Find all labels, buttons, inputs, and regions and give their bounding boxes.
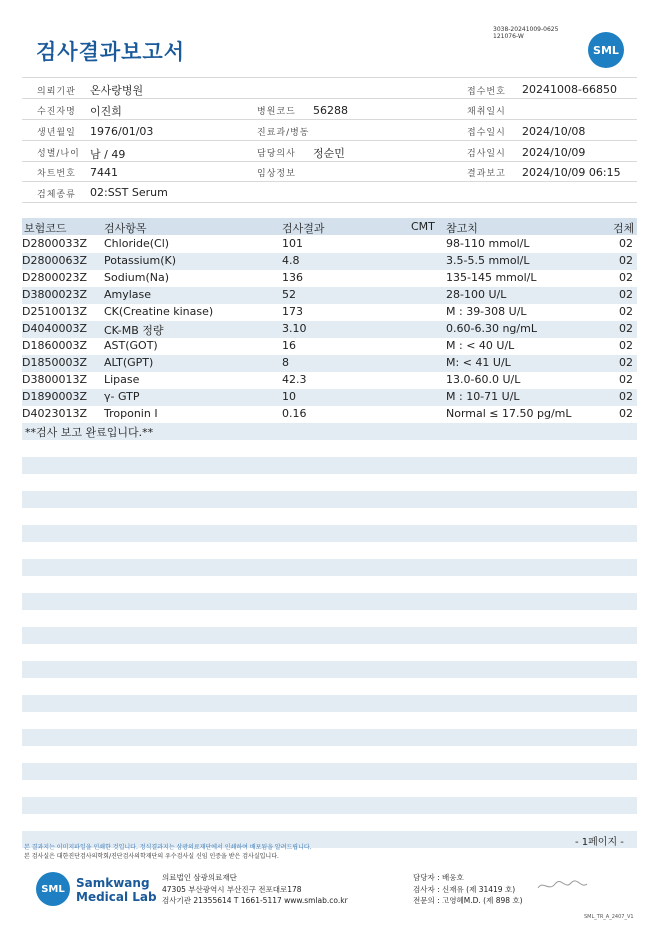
row-ref: 0.60-6.30 ng/mL — [446, 322, 537, 335]
row-specimen: 02 — [619, 288, 633, 301]
row-code: D2800033Z — [22, 237, 87, 250]
sml-logo: SML — [588, 32, 624, 68]
empty-row — [22, 593, 637, 610]
empty-row — [22, 729, 637, 746]
org-address: 47305 부산광역시 부산진구 전포대로178 — [162, 885, 302, 894]
document-code — [493, 26, 558, 40]
row-result: 136 — [282, 271, 303, 284]
row-result: 52 — [282, 288, 296, 301]
row-ref: 28-100 U/L — [446, 288, 507, 301]
staff-tester: 검사자 : 신재유 (제 31419 호) — [413, 885, 516, 894]
row-result: 173 — [282, 305, 303, 318]
institution-label: 의뢰기관 — [37, 87, 76, 97]
org-name: 의료법인 삼광의료재단 — [162, 873, 237, 882]
row-item: Amylase — [104, 288, 152, 301]
table-row — [22, 287, 637, 304]
row-code: D3800013Z — [22, 373, 87, 386]
test-date-label: 검사일시 — [467, 149, 506, 159]
header-item: 검사항목 — [104, 222, 147, 235]
doctor-label: 담당의사 — [257, 149, 296, 159]
receipt-no-label: 접수번호 — [467, 87, 506, 97]
table-row — [22, 338, 637, 355]
row-code: D1890003Z — [22, 390, 87, 403]
collect-date-label: 채취일시 — [467, 107, 506, 117]
sml-footer-logo-icon: SML — [36, 872, 70, 906]
empty-row — [22, 763, 637, 780]
patient-label: 수진자명 — [37, 107, 76, 117]
row-specimen: 02 — [619, 305, 633, 318]
completion-row — [22, 423, 637, 440]
staff-manager: 담당자 : 배웅호 — [413, 873, 464, 882]
row-result: 4.8 — [282, 254, 300, 267]
divider — [22, 161, 637, 162]
brand-name — [76, 876, 157, 904]
row-item: CK(Creatine kinase) — [104, 305, 214, 318]
report-date-value: 2024/10/09 06:15 — [522, 166, 621, 179]
specimen-value: 02:SST Serum — [90, 186, 168, 199]
clinical-label: 임상정보 — [257, 169, 296, 179]
table-row — [22, 270, 637, 287]
row-specimen: 02 — [619, 407, 633, 420]
divider — [22, 77, 637, 78]
row-specimen: 02 — [619, 271, 633, 284]
row-code: D3800023Z — [22, 288, 87, 301]
row-code: D2800063Z — [22, 254, 87, 267]
row-ref: 13.0-60.0 U/L — [446, 373, 521, 386]
completion-note: **검사 보고 완료입니다.** — [25, 426, 154, 439]
doctor-value: 정순민 — [313, 147, 345, 160]
receipt-date-label: 접수일시 — [467, 128, 506, 138]
signature-image — [535, 878, 590, 894]
header-result: 검사결과 — [282, 222, 325, 235]
row-specimen: 02 — [619, 373, 633, 386]
row-result: 16 — [282, 339, 296, 352]
row-ref: M : 10-71 U/L — [446, 390, 520, 403]
page-number: - 1페이지 - — [575, 837, 624, 848]
hospital-code-label: 병원코드 — [257, 107, 296, 117]
empty-row — [22, 661, 637, 678]
row-code: D4040003Z — [22, 322, 87, 335]
test-date-value: 2024/10/09 — [522, 146, 586, 159]
row-specimen: 02 — [619, 322, 633, 335]
institution-value: 온사랑병원 — [90, 84, 144, 97]
row-item: AST(GOT) — [104, 339, 158, 352]
document-code-line1: 3038-20241009-0625 — [493, 26, 559, 33]
empty-row — [22, 457, 637, 474]
header-code: 보험코드 — [24, 222, 67, 235]
table-row — [22, 389, 637, 406]
empty-row — [22, 797, 637, 814]
row-result: 0.16 — [282, 407, 307, 420]
divider — [22, 140, 637, 141]
divider — [22, 98, 637, 99]
row-result: 10 — [282, 390, 296, 403]
row-result: 101 — [282, 237, 303, 250]
divider — [22, 202, 637, 203]
receipt-no-value: 20241008-66850 — [522, 83, 617, 96]
row-result: 3.10 — [282, 322, 307, 335]
empty-row — [22, 491, 637, 508]
document-code-line2: 121076-W — [493, 33, 524, 40]
brand-line2: Medical Lab — [76, 890, 157, 904]
empty-row — [22, 695, 637, 712]
table-row — [22, 304, 637, 321]
divider — [22, 119, 637, 120]
row-item: Troponin I — [104, 407, 158, 420]
empty-row — [22, 627, 637, 644]
sex-age-label: 성별/나이 — [37, 149, 80, 159]
page-title: 검사결과보고서 — [36, 40, 186, 64]
divider — [22, 181, 637, 182]
row-item: γ- GTP — [104, 390, 140, 403]
header-cmt: CMT — [411, 220, 435, 233]
form-code: SML_TR_A_2407_V1 — [584, 914, 634, 920]
row-result: 42.3 — [282, 373, 307, 386]
row-specimen: 02 — [619, 356, 633, 369]
row-code: D4023013Z — [22, 407, 87, 420]
empty-row — [22, 559, 637, 576]
birth-value: 1976/01/03 — [90, 125, 154, 138]
brand-line1: Samkwang — [76, 876, 150, 890]
footer-note-certified: 본 검사실은 대한진단검사의학회/진단검사의학재단의 우수검사실 신임 인증을 받은 검사실입니다. — [24, 853, 279, 860]
hospital-code-value: 56288 — [313, 104, 348, 117]
receipt-date-value: 2024/10/08 — [522, 125, 586, 138]
table-row — [22, 406, 637, 423]
dept-label: 진료과/병동 — [257, 128, 310, 138]
row-item: CK-MB 정량 — [104, 324, 164, 337]
staff-specialist: 전문의 : 고영혜M.D. (제 898 호) — [413, 896, 523, 905]
table-row — [22, 355, 637, 372]
sex-age-value: 남 / 49 — [90, 148, 126, 161]
header-specimen: 검체 — [613, 222, 635, 235]
row-ref: 98-110 mmol/L — [446, 237, 530, 250]
results-table-header — [22, 218, 637, 235]
chart-no-label: 차트번호 — [37, 169, 76, 179]
table-row — [22, 253, 637, 270]
row-specimen: 02 — [619, 237, 633, 250]
row-ref: M: < 41 U/L — [446, 356, 511, 369]
row-code: D2510013Z — [22, 305, 87, 318]
row-item: ALT(GPT) — [104, 356, 154, 369]
empty-row — [22, 525, 637, 542]
specimen-label: 검체종류 — [37, 190, 76, 200]
table-row — [22, 372, 637, 389]
org-contact: 검사기관 21355614 T 1661-5117 www.smlab.co.kr — [162, 896, 348, 905]
row-code: D2800023Z — [22, 271, 87, 284]
row-specimen: 02 — [619, 254, 633, 267]
row-specimen: 02 — [619, 390, 633, 403]
row-code: D1860003Z — [22, 339, 87, 352]
row-ref: M : 39-308 U/L — [446, 305, 527, 318]
chart-no-value: 7441 — [90, 166, 118, 179]
row-ref: 3.5-5.5 mmol/L — [446, 254, 530, 267]
row-item: Potassium(K) — [104, 254, 177, 267]
row-specimen: 02 — [619, 339, 633, 352]
row-item: Sodium(Na) — [104, 271, 169, 284]
birth-label: 생년월일 — [37, 128, 76, 138]
header-ref: 참고치 — [446, 222, 478, 235]
table-row — [22, 236, 637, 253]
table-row — [22, 321, 637, 338]
patient-value: 이진희 — [90, 105, 122, 118]
report-date-label: 결과보고 — [467, 169, 506, 179]
row-code: D1850003Z — [22, 356, 87, 369]
footer-note-image: 본 결과지는 이미지파일을 인쇄한 것입니다. 정식결과지는 삼광의료재단에서 인쇄하여 배포됨을 알려드립니다. — [24, 844, 312, 851]
row-ref: M : < 40 U/L — [446, 339, 515, 352]
row-ref: Normal ≤ 17.50 pg/mL — [446, 407, 572, 420]
row-item: Chloride(Cl) — [104, 237, 170, 250]
row-item: Lipase — [104, 373, 140, 386]
row-ref: 135-145 mmol/L — [446, 271, 537, 284]
row-result: 8 — [282, 356, 289, 369]
